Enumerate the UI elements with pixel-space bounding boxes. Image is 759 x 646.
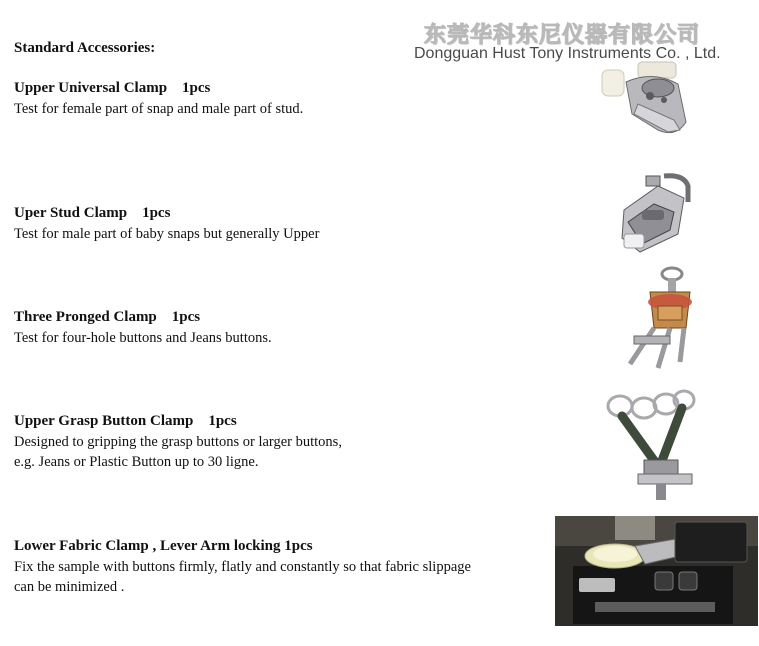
accessory-description: Fix the sample with buttons firmly, flatly and constantly so that fabric slippage [14,559,471,575]
accessory-title: Lower Fabric Clamp , Lever Arm locking 1pcs [14,538,313,554]
accessory-description: e.g. Jeans or Plastic Button up to 30 ligne. [14,454,259,470]
accessory-lower-fabric-clamp [14,536,534,597]
accessory-title: Three Pronged Clamp 1pcs [14,309,201,325]
accessory-description: can be minimized . [14,579,125,595]
section-heading: Standard Accessories: [14,40,156,56]
accessory-title: Upper Universal Clamp 1pcs [14,80,211,96]
accessory-description: Test for four-hole buttons and Jeans buttons. [14,330,272,346]
company-watermark-english: Dongguan Hust Tony Instruments Co. , Ltd. [414,45,721,62]
three-pronged-clamp-photo [614,266,700,372]
accessory-upper-grasp-button-clamp [14,411,534,472]
accessory-description: Designed to gripping the grasp buttons or larger buttons, [14,434,342,450]
accessory-description: Test for male part of baby snaps but generally Upper [14,226,320,242]
lower-fabric-clamp-photo [555,516,758,626]
upper-universal-clamp-photo [598,60,698,140]
accessory-description: Test for female part of snap and male part of stud. [14,101,304,117]
accessory-title: Upper Grasp Button Clamp 1pcs [14,413,237,429]
accessory-uper-stud-clamp [14,203,534,244]
uper-stud-clamp-photo [614,172,696,254]
accessory-three-pronged-clamp [14,307,534,348]
company-watermark-chinese: 东莞华科东尼仪器有限公司 [424,23,701,48]
accessory-upper-universal-clamp [14,78,534,119]
upper-grasp-button-clamp-photo [604,386,700,502]
accessory-title: Uper Stud Clamp 1pcs [14,205,171,221]
